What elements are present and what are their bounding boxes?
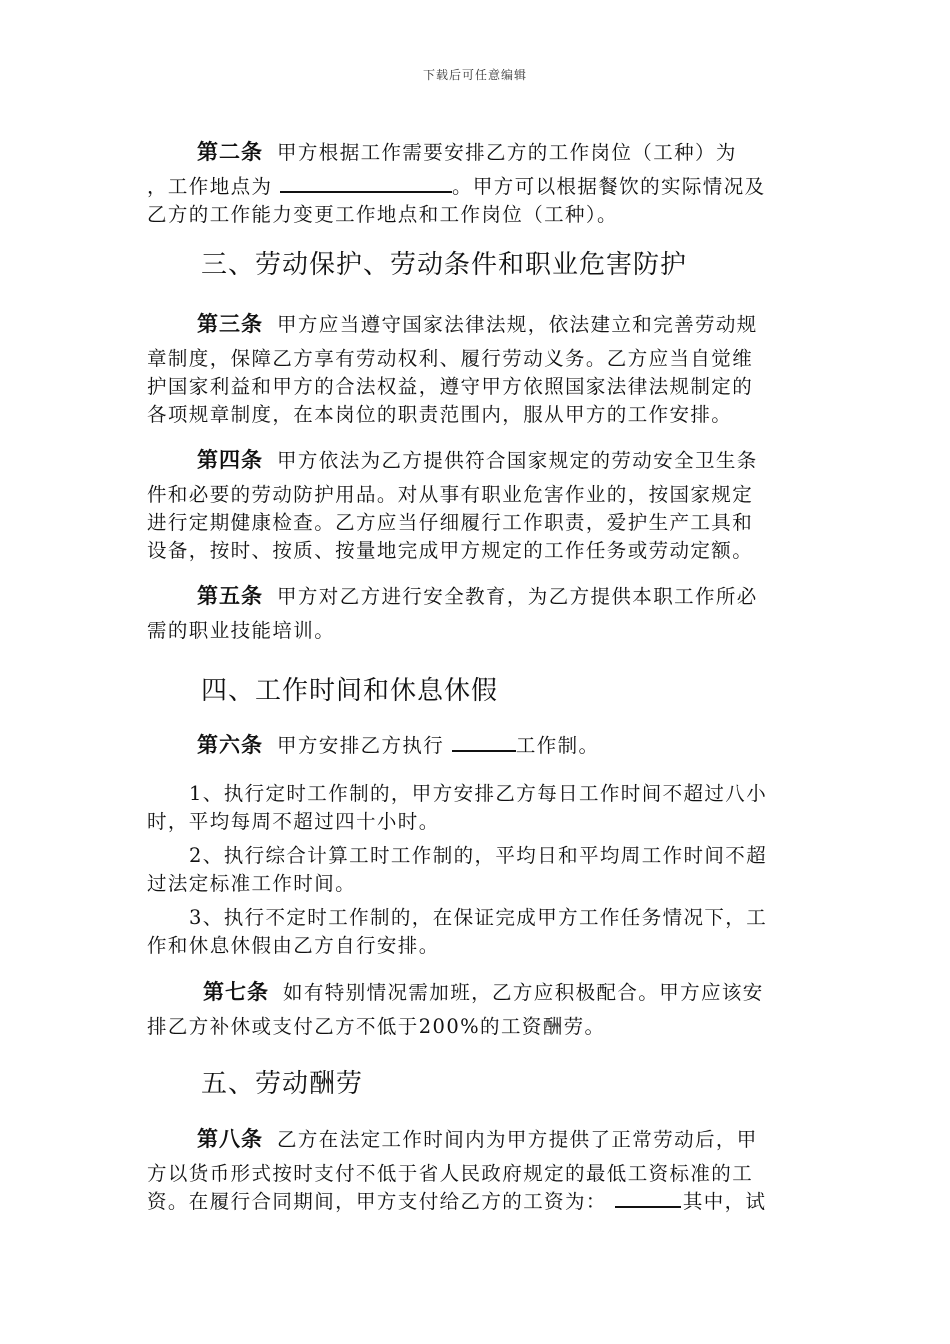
article-6-lead: 第六条 bbox=[197, 733, 263, 757]
item-2-line-2: 过法定标准工作时间。 bbox=[147, 872, 357, 895]
article-8-line-1: 第八条 乙方在法定工作时间内为甲方提供了正常劳动后，甲 bbox=[197, 1127, 758, 1151]
wage-blank bbox=[615, 1188, 681, 1208]
article-7-lead: 第七条 bbox=[203, 980, 269, 1004]
article-4-line-4: 设备，按时、按质、按量地完成甲方规定的工作任务或劳动定额。 bbox=[147, 539, 754, 562]
item-1-line-1: 1、执行定时工作制的，甲方安排乙方每日工作时间不超过八小 bbox=[189, 782, 768, 805]
section-heading-4: 四、工作时间和休息休假 bbox=[201, 676, 499, 706]
article-5 bbox=[147, 582, 807, 645]
article-5-line-1: 第五条 甲方对乙方进行安全教育，为乙方提供本职工作所必 bbox=[197, 584, 758, 608]
article-2-lead: 第二条 bbox=[197, 140, 263, 164]
article-3 bbox=[147, 310, 807, 429]
item-3-line-1: 3、执行不定时工作制的，在保证完成甲方工作任务情况下，工 bbox=[189, 906, 768, 929]
item-2-line-1: 2、执行综合计算工时工作制的，平均日和平均周工作时间不超 bbox=[189, 844, 768, 867]
section-heading-3: 三、劳动保护、劳动条件和职业危害防护 bbox=[201, 250, 688, 280]
section-heading-5: 五、劳动酬劳 bbox=[201, 1069, 364, 1099]
article-4-lead: 第四条 bbox=[197, 448, 263, 472]
article-4-line-3: 进行定期健康检查。乙方应当仔细履行工作职责，爱护生产工具和 bbox=[147, 511, 754, 534]
article-5-lead: 第五条 bbox=[197, 584, 263, 608]
article-4 bbox=[147, 446, 807, 565]
item-2 bbox=[147, 842, 807, 898]
item-1-line-2: 时，平均每周不超过四十小时。 bbox=[147, 810, 440, 833]
article-2 bbox=[147, 138, 807, 229]
article-3-line-3: 护国家利益和甲方的合法权益，遵守甲方依照国家法律法规制定的 bbox=[147, 375, 754, 398]
article-8-lead: 第八条 bbox=[197, 1127, 263, 1151]
work-system-blank bbox=[452, 732, 516, 752]
article-2-line-3: 乙方的工作能力变更工作地点和工作岗位（工种）。 bbox=[147, 203, 618, 226]
article-4-line-2: 件和必要的劳动防护用品。对从事有职业危害作业的，按国家规定 bbox=[147, 483, 754, 506]
article-8-line-2: 方以货币形式按时支付不低于省人民政府规定的最低工资标准的工 bbox=[147, 1162, 754, 1185]
article-3-line-1: 第三条 甲方应当遵守国家法律法规，依法建立和完善劳动规 bbox=[197, 312, 758, 336]
article-3-line-4: 各项规章制度，在本岗位的职责范围内，服从甲方的工作安排。 bbox=[147, 403, 733, 426]
item-3 bbox=[147, 904, 807, 960]
article-6-line-1: 第六条 甲方安排乙方执行 工作制。 bbox=[197, 733, 600, 757]
article-6 bbox=[147, 731, 807, 760]
article-2-line-2: ，工作地点为 。甲方可以根据餐饮的实际情况及 bbox=[147, 175, 766, 198]
article-3-lead: 第三条 bbox=[197, 312, 263, 336]
article-7-line-2: 排乙方补休或支付乙方不低于200%的工资酬劳。 bbox=[147, 1015, 606, 1038]
article-7 bbox=[147, 978, 807, 1041]
article-4-line-1: 第四条 甲方依法为乙方提供符合国家规定的劳动安全卫生条 bbox=[197, 448, 758, 472]
article-8 bbox=[147, 1125, 807, 1216]
item-3-line-2: 作和休息休假由乙方自行安排。 bbox=[147, 934, 440, 957]
header-note: 下载后可任意编辑 bbox=[422, 68, 527, 82]
article-8-line-3: 资。在履行合同期间，甲方支付给乙方的工资为： 其中，试 bbox=[147, 1190, 767, 1213]
item-1 bbox=[147, 780, 807, 836]
article-2-line-1: 第二条 甲方根据工作需要安排乙方的工作岗位（工种）为 bbox=[197, 140, 737, 164]
article-5-line-2: 需的职业技能培训。 bbox=[147, 619, 336, 642]
workplace-blank bbox=[280, 173, 452, 193]
article-7-line-1: 第七条 如有特别情况需加班，乙方应积极配合。甲方应该安 bbox=[203, 980, 764, 1004]
article-3-line-2: 章制度，保障乙方享有劳动权利、履行劳动义务。乙方应当自觉维 bbox=[147, 347, 754, 370]
